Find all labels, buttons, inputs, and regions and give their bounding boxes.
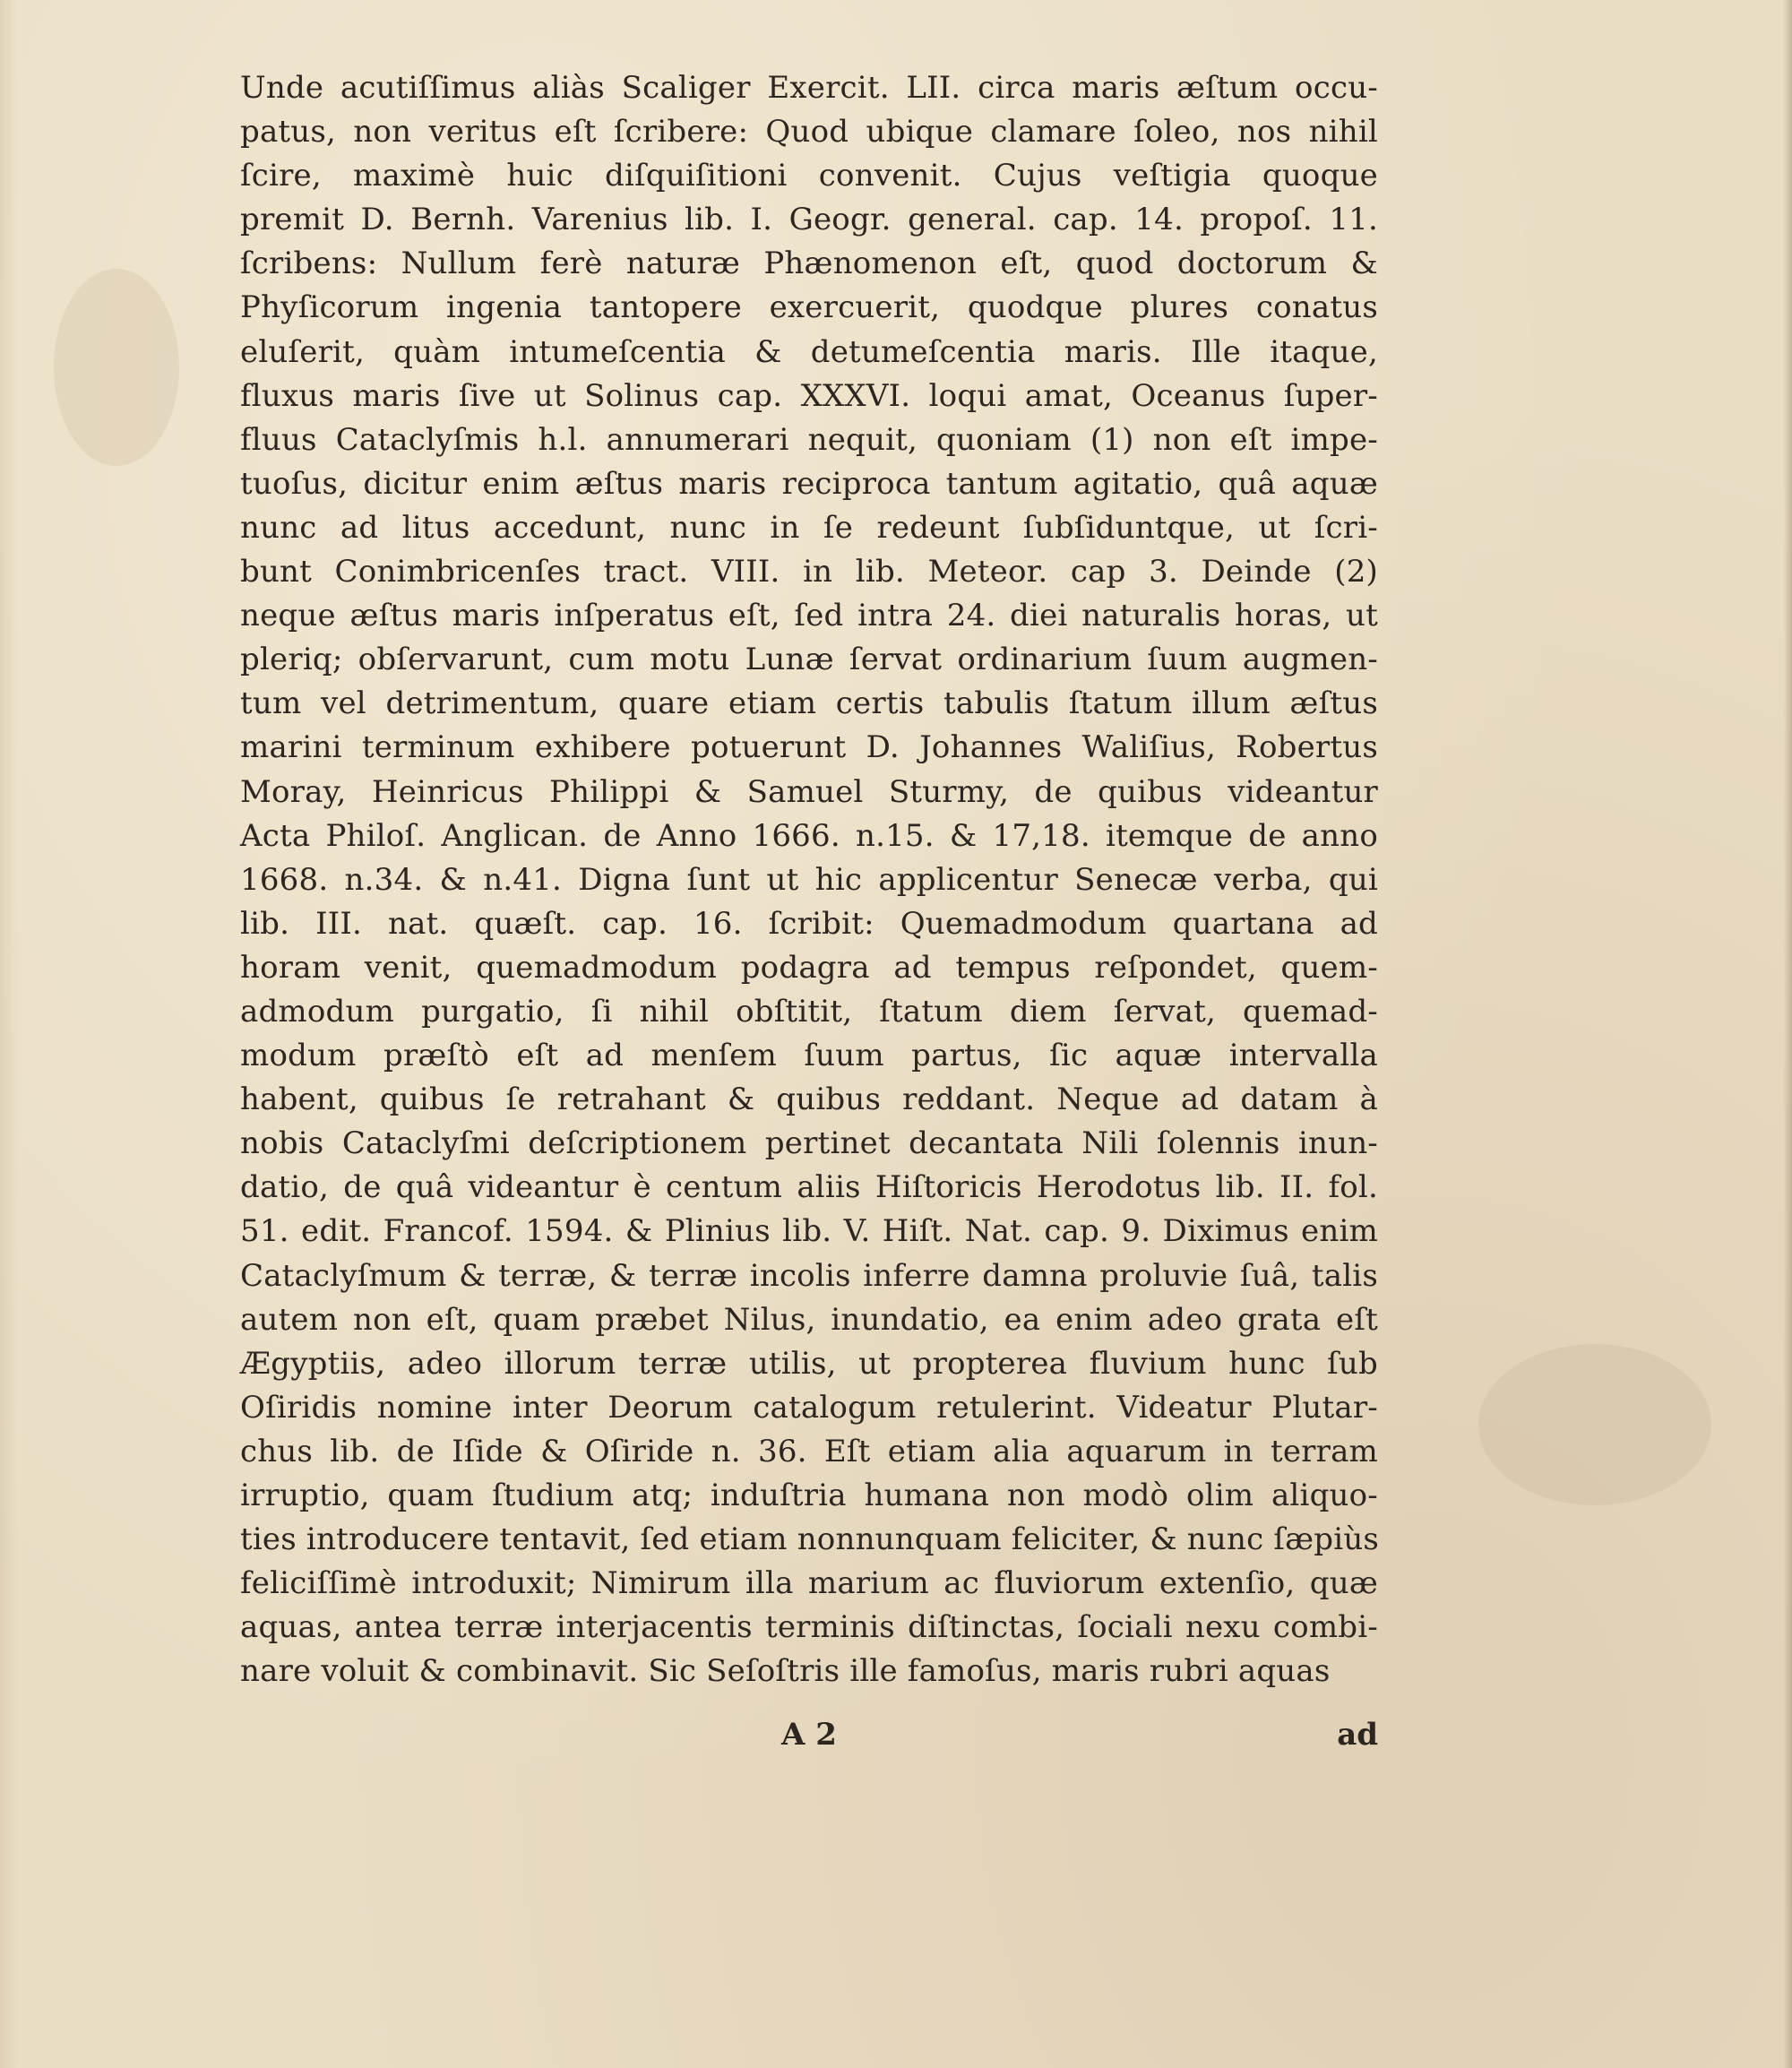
text-line: admodum purgatio, ſi nihil obſtitit, ſtatum diem ſervat, quemad-: [240, 993, 1378, 1030]
text-line: Oſiridis nomine inter Deorum catalogum retulerint. Videatur Plutar-: [240, 1389, 1378, 1426]
text-line: Cataclyſmum & terræ, & terræ incolis inferre damna proluvie ſuâ, talis: [240, 1257, 1378, 1294]
text-line: irruptio, quam ſtudium atq; induſtria humana non modò olim aliquo-: [240, 1478, 1378, 1513]
text-line: tuoſus, dicitur enim æſtus maris reciproca tantum agitatio, quâ aquæ: [240, 465, 1378, 502]
text-line: Acta Philoſ. Anglican. de Anno 1666. n.15. & 17,18. itemque de anno: [240, 817, 1378, 854]
text-line: autem non eſt, quam præbet Nilus, inundatio, ea enim adeo grata eſt: [240, 1301, 1378, 1338]
page-edge-shadow-right: [1783, 0, 1792, 2068]
text-line: fluus Cataclyſmis h.l. annumerari nequit, quoniam (1) non eſt impe-: [240, 421, 1378, 458]
text-line: nobis Cataclyſmi deſcriptionem pertinet decantata Nili ſolennis inun-: [240, 1125, 1378, 1162]
text-line: habent, quibus ſe retrahant & quibus reddant. Neque ad datam à: [240, 1081, 1378, 1118]
paper-stain: [1478, 1344, 1711, 1505]
text-line: lib. III. nat. quæſt. cap. 16. ſcribit: Quemadmodum quartana ad: [240, 905, 1378, 942]
text-line: ſcribens: Nullum ferè naturæ Phænomenon eſt, quod doctorum &: [240, 246, 1378, 282]
text-line: patus, non veritus eſt ſcribere: Quod ubique clamare ſoleo, nos nihil: [240, 114, 1378, 151]
text-line: Phyſicorum ingenia tantopere exercuerit, quodque plures conatus: [240, 289, 1378, 326]
text-line: nare voluit & combinavit. Sic Seſoſtris ille famoſus, maris rubri aquas: [240, 1653, 1331, 1690]
text-line: ties introducere tentavit, ſed etiam nonnunquam feliciter, & nunc ſæpiùs: [240, 1521, 1380, 1558]
text-line: neque æſtus maris inſperatus eſt, ſed intra 24. diei naturalis horas, ut: [240, 598, 1378, 634]
page-edge-shadow-left: [0, 0, 18, 2068]
text-line: datio, de quâ videantur è centum aliis Hiſtoricis Herodotus lib. II. fol.: [240, 1169, 1378, 1206]
text-line: Moray, Heinricus Philippi & Samuel Sturmy, de quibus videantur: [240, 773, 1378, 810]
text-line: pleriq; obſervarunt, cum motu Lunæ ſervat ordinarium ſuum augmen-: [240, 642, 1378, 678]
text-line: chus lib. de Iſide & Oſiride n. 36. Eſt etiam alia aquarum in terram: [240, 1433, 1378, 1469]
text-line: feliciſſimè introduxit; Nimirum illa marium ac fluviorum extenſio, quæ: [240, 1565, 1378, 1602]
text-line: 1668. n.34. & n.41. Digna ſunt ut hic applicentur Senecæ verba, qui: [240, 861, 1378, 898]
text-line: modum præſtò eſt ad menſem ſuum partus, ſic aquæ intervalla: [240, 1038, 1378, 1074]
text-line: Ægyptiis, adeo illorum terræ utilis, ut propterea fluvium hunc ſub: [240, 1345, 1378, 1382]
text-line: ſcire, maximè huic diſquiſitioni convenit. Cujus veſtigia quoque: [240, 158, 1378, 194]
paper-stain: [54, 269, 179, 466]
text-line: aquas, antea terræ interjacentis terminis diſtinctas, ſociali nexu combi-: [240, 1609, 1378, 1646]
text-line: eluſerit, quàm intumeſcentia & detumeſcentia maris. Ille itaque,: [240, 333, 1378, 370]
text-line: 51. edit. Francof. 1594. & Plinius lib. V. Hiſt. Nat. cap. 9. Diximus enim: [240, 1213, 1378, 1250]
catchword: ad: [1337, 1717, 1378, 1753]
page-footer: [240, 1717, 1378, 1762]
text-line: marini terminum exhibere potuerunt D. Johannes Waliſius, Robertus: [240, 729, 1378, 766]
text-line: nunc ad litus accedunt, nunc in ſe redeunt ſubſiduntque, ut ſcri-: [240, 509, 1378, 546]
text-line: horam venit, quemadmodum podagra ad tempus reſpondet, quem-: [240, 949, 1378, 986]
text-line: premit D. Bernh. Varenius lib. I. Geogr. general. cap. 14. propoſ. 11.: [240, 202, 1378, 238]
text-line: bunt Conimbricenſes tract. VIII. in lib. Meteor. cap 3. Deinde (2): [240, 554, 1378, 590]
signature-mark: A 2: [781, 1717, 837, 1753]
text-line: tum vel detrimentum, quare etiam certis tabulis ſtatum illum æſtus: [240, 685, 1378, 722]
text-line: fluxus maris ſive ut Solinus cap. XXXVI. loqui amat, Oceanus ſuper-: [240, 377, 1378, 414]
main-text-block: [240, 66, 1378, 1693]
text-line: Unde acutiſſimus aliàs Scaliger Exercit. LII. circa maris æſtum occu-: [240, 70, 1378, 106]
